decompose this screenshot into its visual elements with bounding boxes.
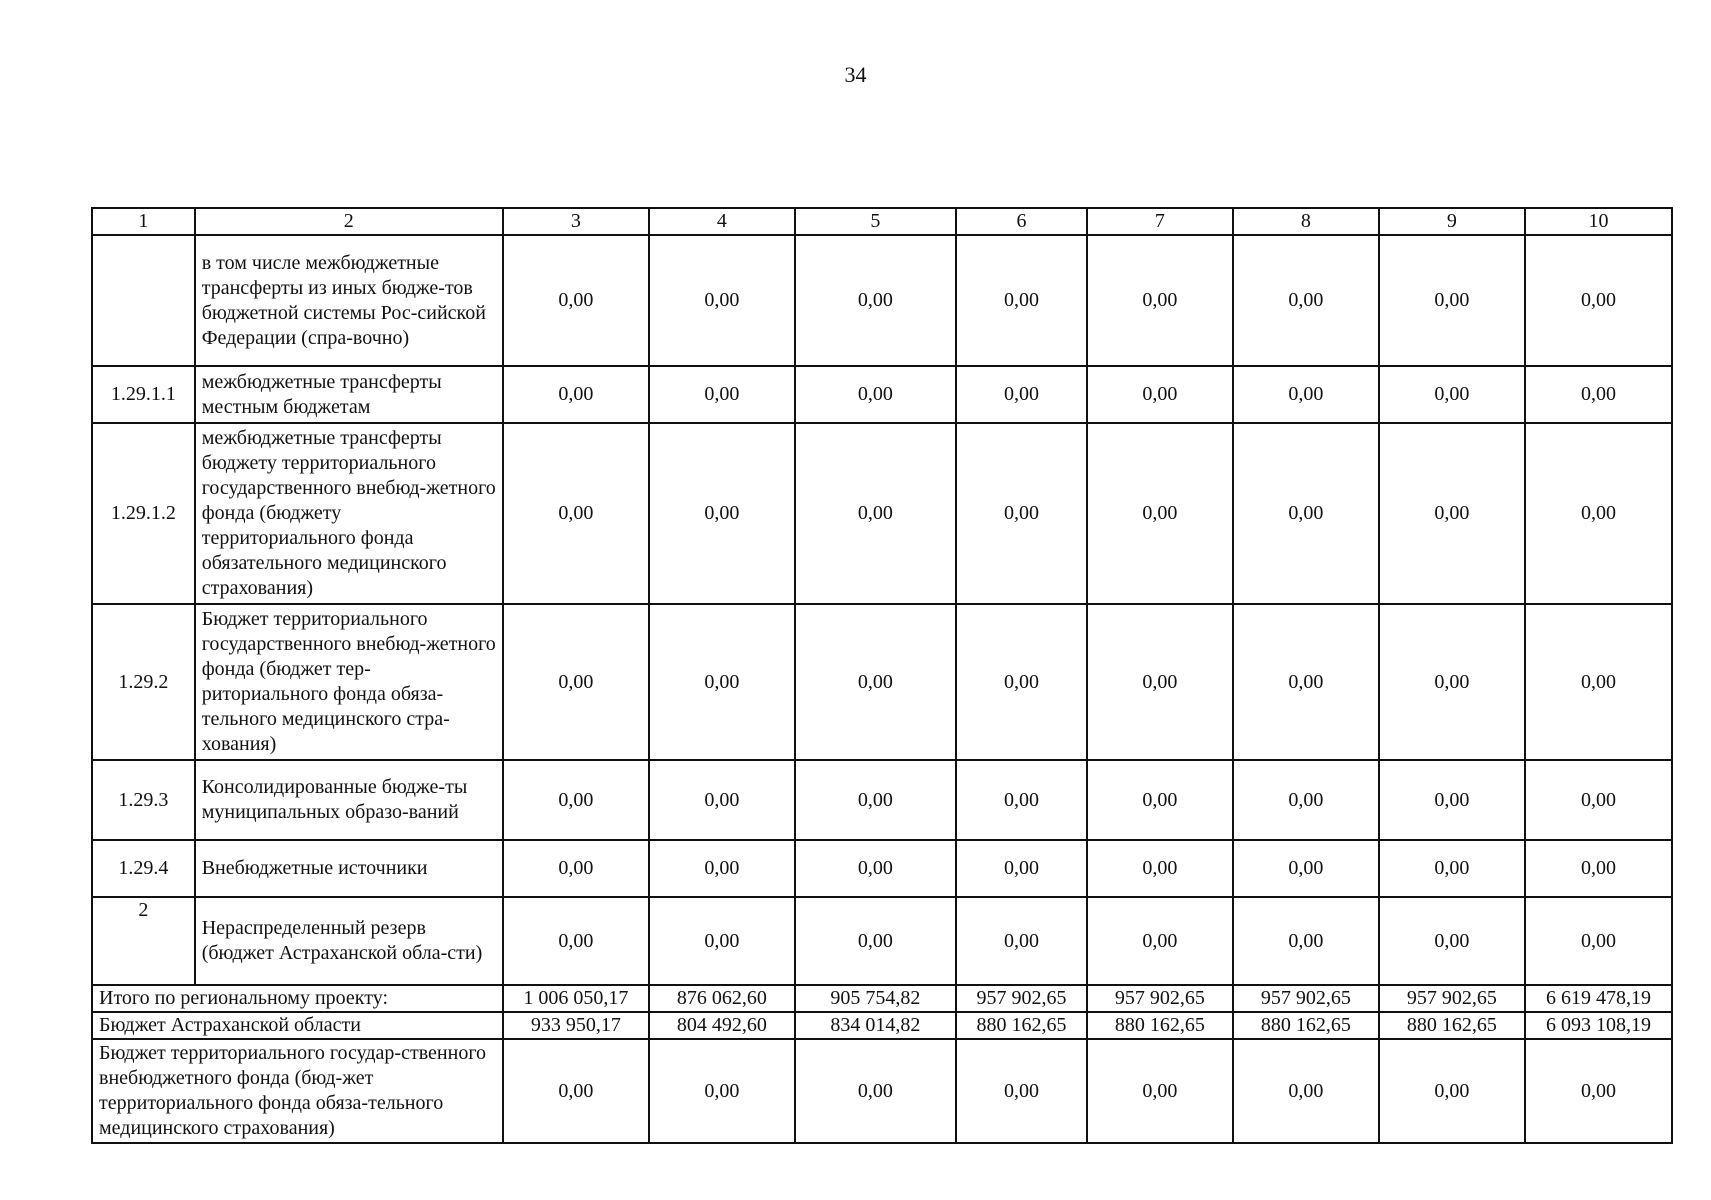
- total-label: Бюджет Астраханской области: [92, 1012, 503, 1039]
- column-header: 6: [956, 208, 1087, 235]
- value-cell: 0,00: [956, 760, 1087, 840]
- row-code: 1.29.2: [92, 604, 195, 760]
- table-row: [92, 235, 1672, 366]
- value-cell: 0,00: [795, 235, 956, 366]
- value-cell: 0,00: [503, 760, 649, 840]
- value-cell: 6 093 108,19: [1525, 1012, 1672, 1039]
- value-cell: 0,00: [1087, 1039, 1233, 1143]
- value-cell: 957 902,65: [1233, 985, 1379, 1012]
- total-row: [92, 1039, 1672, 1143]
- row-description: Консолидированные бюдже-ты муниципальных образо-ваний: [195, 760, 503, 840]
- value-cell: 0,00: [1233, 840, 1379, 897]
- value-cell: 0,00: [503, 235, 649, 366]
- column-header: 7: [1087, 208, 1233, 235]
- value-cell: 0,00: [1525, 760, 1672, 840]
- value-cell: 0,00: [649, 423, 795, 604]
- column-header: 1: [92, 208, 195, 235]
- value-cell: 0,00: [649, 1039, 795, 1143]
- value-cell: 0,00: [1087, 366, 1233, 423]
- value-cell: 0,00: [1087, 604, 1233, 760]
- value-cell: 0,00: [1087, 235, 1233, 366]
- value-cell: 0,00: [795, 423, 956, 604]
- row-code: 1.29.1.1: [92, 366, 195, 423]
- value-cell: 0,00: [1233, 366, 1379, 423]
- value-cell: 905 754,82: [795, 985, 956, 1012]
- row-code: 1.29.3: [92, 760, 195, 840]
- value-cell: 957 902,65: [1379, 985, 1525, 1012]
- value-cell: 0,00: [503, 366, 649, 423]
- value-cell: 0,00: [795, 840, 956, 897]
- value-cell: 880 162,65: [1233, 1012, 1379, 1039]
- value-cell: 0,00: [1525, 897, 1672, 985]
- total-row: [92, 985, 1672, 1012]
- value-cell: 1 006 050,17: [503, 985, 649, 1012]
- row-description: межбюджетные трансферты бюджету территориального государственного внебюд-жетного фонда (бюджету территориального фонда обязательного медицинского страхования): [195, 423, 503, 604]
- value-cell: 880 162,65: [1087, 1012, 1233, 1039]
- row-description: Внебюджетные источники: [195, 840, 503, 897]
- value-cell: 0,00: [649, 897, 795, 985]
- value-cell: 0,00: [1379, 1039, 1525, 1143]
- value-cell: 0,00: [1379, 604, 1525, 760]
- row-description: в том числе межбюджетные трансферты из иных бюдже-тов бюджетной системы Рос-сийской Федерации (спра-вочно): [195, 235, 503, 366]
- value-cell: 0,00: [1525, 423, 1672, 604]
- page-number: 34: [844, 62, 867, 87]
- value-cell: 0,00: [1233, 760, 1379, 840]
- value-cell: 933 950,17: [503, 1012, 649, 1039]
- header-row: [92, 208, 1672, 235]
- value-cell: 804 492,60: [649, 1012, 795, 1039]
- table-row: [92, 897, 1672, 985]
- value-cell: 0,00: [1379, 366, 1525, 423]
- value-cell: 0,00: [503, 840, 649, 897]
- value-cell: 0,00: [649, 604, 795, 760]
- value-cell: 0,00: [503, 604, 649, 760]
- column-header: 5: [795, 208, 956, 235]
- value-cell: 0,00: [1525, 604, 1672, 760]
- value-cell: 0,00: [1379, 760, 1525, 840]
- value-cell: 834 014,82: [795, 1012, 956, 1039]
- value-cell: 0,00: [503, 423, 649, 604]
- column-header: 4: [649, 208, 795, 235]
- value-cell: 0,00: [1525, 840, 1672, 897]
- table-row: [92, 423, 1672, 604]
- value-cell: 0,00: [1233, 1039, 1379, 1143]
- row-description: Бюджет территориального государственного внебюд-жетного фонда (бюджет тер-риториального фонда обяза-тельного медицинского стра-хования): [195, 604, 503, 760]
- table-row: [92, 604, 1672, 760]
- total-row: [92, 1012, 1672, 1039]
- value-cell: 0,00: [1087, 423, 1233, 604]
- value-cell: 0,00: [795, 1039, 956, 1143]
- row-description: Нераспределенный резерв (бюджет Астраханской обла-сти): [195, 897, 503, 985]
- value-cell: 0,00: [1233, 235, 1379, 366]
- table-row: [92, 366, 1672, 423]
- value-cell: 0,00: [956, 604, 1087, 760]
- value-cell: 0,00: [1087, 760, 1233, 840]
- value-cell: 0,00: [503, 1039, 649, 1143]
- value-cell: 0,00: [649, 840, 795, 897]
- value-cell: 880 162,65: [1379, 1012, 1525, 1039]
- row-code: [92, 235, 195, 366]
- value-cell: 0,00: [956, 897, 1087, 985]
- value-cell: 0,00: [1233, 897, 1379, 985]
- table-row: [92, 840, 1672, 897]
- total-label: Бюджет территориального государ-ственного внебюджетного фонда (бюд-жет территориального фонда обяза-тельного медицинского страхования): [92, 1039, 503, 1143]
- value-cell: 0,00: [1525, 235, 1672, 366]
- row-code: 1.29.1.2: [92, 423, 195, 604]
- value-cell: 0,00: [649, 235, 795, 366]
- value-cell: 0,00: [956, 423, 1087, 604]
- value-cell: 0,00: [795, 366, 956, 423]
- budget-table: [91, 207, 1673, 1144]
- value-cell: 0,00: [1087, 897, 1233, 985]
- column-header: 8: [1233, 208, 1379, 235]
- value-cell: 957 902,65: [1087, 985, 1233, 1012]
- value-cell: 0,00: [1525, 1039, 1672, 1143]
- row-code: 1.29.4: [92, 840, 195, 897]
- value-cell: 0,00: [1233, 604, 1379, 760]
- value-cell: 6 619 478,19: [1525, 985, 1672, 1012]
- column-header: 10: [1525, 208, 1672, 235]
- value-cell: 0,00: [956, 1039, 1087, 1143]
- value-cell: 0,00: [1087, 840, 1233, 897]
- column-header: 2: [195, 208, 503, 235]
- value-cell: 0,00: [1525, 366, 1672, 423]
- value-cell: 0,00: [1379, 235, 1525, 366]
- value-cell: 0,00: [1379, 897, 1525, 985]
- value-cell: 957 902,65: [956, 985, 1087, 1012]
- total-label: Итого по региональному проекту:: [92, 985, 503, 1012]
- value-cell: 0,00: [1233, 423, 1379, 604]
- table-row: [92, 760, 1672, 840]
- value-cell: 0,00: [795, 897, 956, 985]
- value-cell: 0,00: [956, 235, 1087, 366]
- value-cell: 0,00: [795, 760, 956, 840]
- value-cell: 0,00: [649, 366, 795, 423]
- value-cell: 0,00: [795, 604, 956, 760]
- column-header: 9: [1379, 208, 1525, 235]
- value-cell: 0,00: [1379, 840, 1525, 897]
- value-cell: 880 162,65: [956, 1012, 1087, 1039]
- value-cell: 0,00: [956, 840, 1087, 897]
- value-cell: 0,00: [649, 760, 795, 840]
- value-cell: 0,00: [503, 897, 649, 985]
- row-description: межбюджетные трансферты местным бюджетам: [195, 366, 503, 423]
- value-cell: 876 062,60: [649, 985, 795, 1012]
- value-cell: 0,00: [1379, 423, 1525, 604]
- column-header: 3: [503, 208, 649, 235]
- value-cell: 0,00: [956, 366, 1087, 423]
- row-code: 2: [92, 897, 195, 985]
